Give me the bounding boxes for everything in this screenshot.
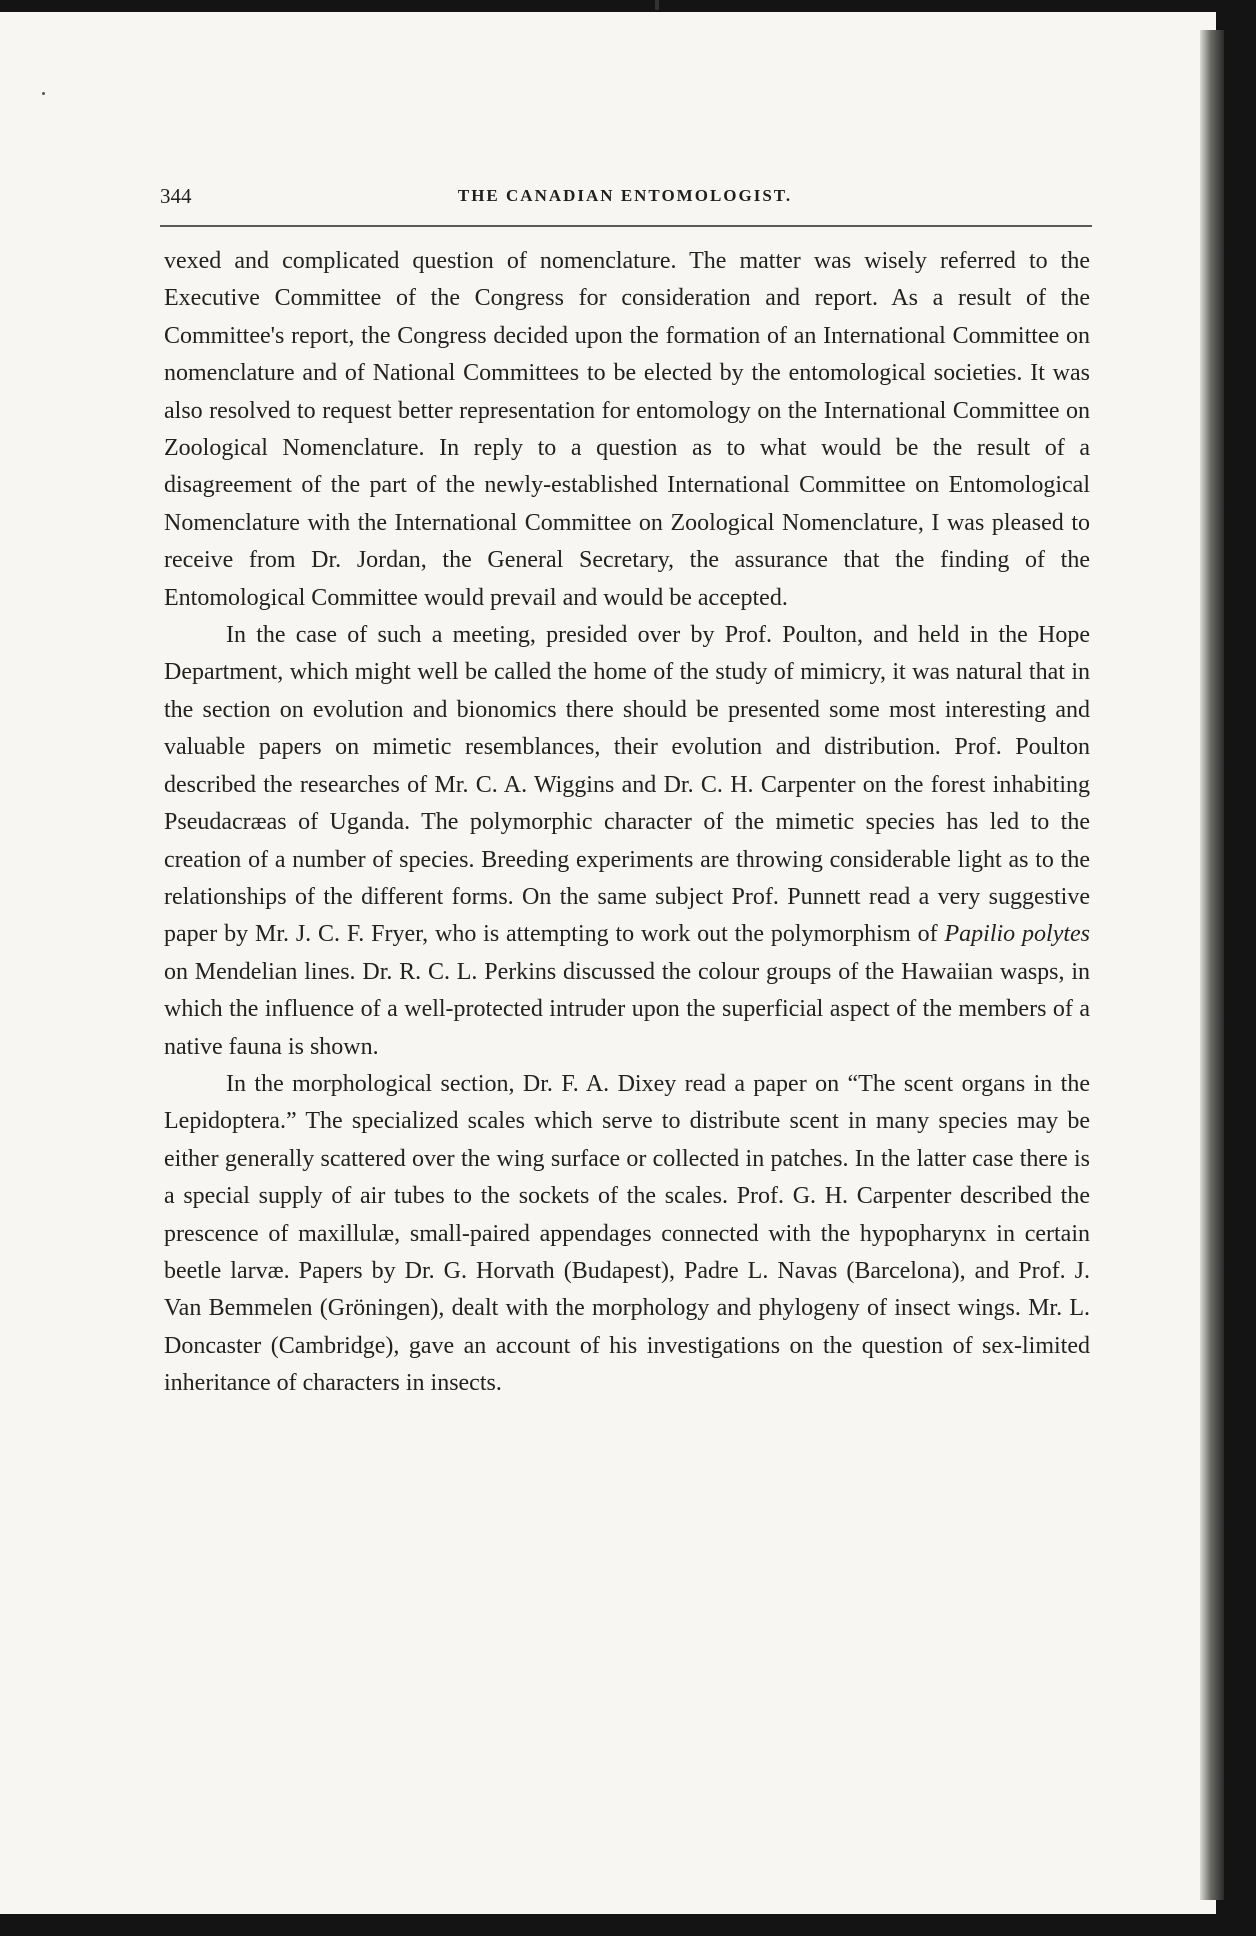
paragraph-2 [164, 617, 1090, 1066]
header-rule [160, 225, 1092, 227]
page-number: 344 [160, 184, 192, 208]
species-name-italic: Papilio polytes [944, 921, 1091, 948]
page-edge-shadow [1200, 30, 1224, 1900]
paragraph-1: vexed and complicated question of nomenclature. The matter was wisely referred to the Executive Committee of the Congress for consideration and report. As a result of the Committee's report, the Congress decided upon the formation of an International Committee on nomenclature and of National Committees to be elected by the entomological societies. It was also resolved to request better representation for entomology on the International Committee on Zoological Nomenclature. In reply to a question as to what would be the result of a disagreement of the part of the newly-established International Committee on Entomological Nomenclature with the International Committee on Zoological Nomenclature, I was pleased to receive from Dr. Jordan, the General Secretary, the assurance that the finding of the Entomological Committee would prevail and would be accepted. [164, 248, 1090, 611]
paragraph-2-text-a: In the case of such a meeting, presided over by Prof. Poulton, and held in the Hope Department, which might well be called the home of the study of mimicry, it was natural that in the section on evolution and bionomics there should be presented some most interesting and valuable papers on mimetic resemblances, their evolution and distribution. Prof. Poulton described the researches of Mr. C. A. Wiggins and Dr. C. H. Carpenter on the forest inhabiting Pseudacræas of Uganda. The polymorphic character of the mimetic species has led to the creation of a number of species. Breeding experiments are throwing considerable light as to the relationships of the different forms. On the same subject Prof. Punnett read a very suggestive paper by Mr. J. C. F. Fryer, who is attempting to work out the polymorphism of [164, 622, 1090, 948]
paragraph-3: In the morphological section, Dr. F. A. Dixey read a paper on “The scent organs in the Lepidoptera.” The specialized scales which serve to distribute scent in many species may be either generally scattered over the wing surface or collected in patches. In the latter case there is a special supply of air tubes to the sockets of the scales. Prof. G. H. Carpenter described the prescence of maxillulæ, small-paired appendages connected with the hypopharynx in certain beetle larvæ. Papers by Dr. G. Horvath (Budapest), Padre L. Navas (Barcelona), and Prof. J. Van Bemmelen (Gröningen), dealt with the morphology and phylogeny of insect wings. Mr. L. Doncaster (Cambridge), gave an account of his investigations on the question of sex-limited inheritance of characters in insects. [164, 1070, 1090, 1397]
running-header [160, 184, 1090, 210]
body-text [164, 243, 1090, 1403]
scan-speck [655, 0, 659, 10]
scan-speck [42, 92, 45, 95]
running-title: THE CANADIAN ENTOMOLOGIST. [457, 186, 793, 205]
paragraph-2-text-b: on Mendelian lines. Dr. R. C. L. Perkins discussed the colour groups of the Hawaiian wasps, in which the influence of a well-protected intruder upon the superficial aspect of the members of a native fauna is shown. [164, 958, 1090, 1060]
